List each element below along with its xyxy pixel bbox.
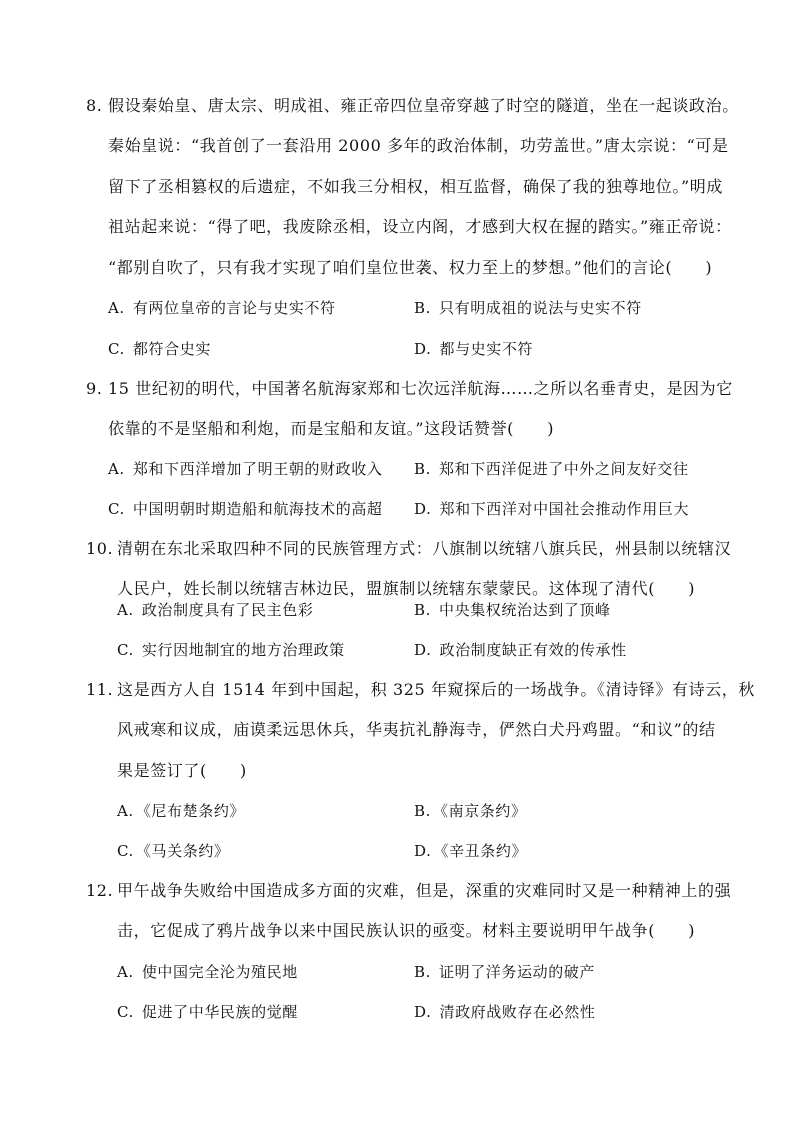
question-text-line: 击，它促成了鸦片战争以来中国民族认识的亟变。材料主要说明甲午战争( ) [117,921,696,940]
option-text: 证明了洋务运动的破产 [439,963,596,981]
option-d[interactable] [414,339,533,359]
question-text-line: 人民户，姓长制以统辖吉林边民，盟旗制以统辖东蒙蒙民。这体现了清代( ) [117,579,696,598]
option-text: 《南京条约》 [433,802,527,820]
option-key: C. [108,500,125,518]
option-text: 都与史实不符 [439,340,534,358]
option-text: 《辛丑条约》 [433,842,528,860]
option-key: B. [414,802,431,820]
question-number: 10. [86,539,114,558]
option-a[interactable] [108,298,336,318]
question-number: 12. [86,881,114,900]
option-text: 《尼布楚条约》 [135,802,246,820]
question-number: 11. [86,680,114,699]
option-key: C. [117,1003,134,1021]
option-a[interactable] [117,801,245,821]
option-a[interactable] [117,600,313,620]
question-text-line: 15 世纪初的明代，中国著名航海家郑和七次远洋航海……之所以名垂青史，是因为它 [108,379,733,398]
option-key: B. [414,460,431,478]
option-key: B. [414,963,431,981]
option-text: 《马关条约》 [135,842,230,860]
option-key: C. [117,842,134,860]
question-text-line: 果是签订了( ) [117,761,247,780]
option-text: 郑和下西洋促进了中外之间友好交往 [439,460,689,478]
option-d[interactable] [414,1002,595,1022]
option-text: 只有明成祖的说法与史实不符 [439,299,642,317]
option-key: C. [108,340,125,358]
question-text-line: 依靠的不是坚船和利炮，而是宝船和友谊。”这段话赞誉( ) [108,419,555,438]
question-text-line: 秦始皇说：“我首创了一套沿用 2000 多年的政治体制，功劳盖世。”唐太宗说：“可是 [108,136,729,155]
question-text-line: 甲午战争失败给中国造成多方面的灾难，但是，深重的灾难同时又是一种精神上的强 [117,881,732,900]
option-key: D. [414,1003,432,1021]
option-key: B. [414,299,431,317]
option-text: 中国明朝时期造船和航海技术的高超 [132,500,383,518]
option-text: 郑和下西洋增加了明王朝的财政收入 [132,460,383,478]
question-text-line: 留下了丞相篡权的后遗症，不如我三分相权，相互监督，确保了我的独尊地位。”明成 [108,177,723,196]
option-text: 中央集权统治达到了顶峰 [439,601,611,619]
question-number: 8. [86,96,103,115]
option-key: C. [117,641,134,659]
question-text-line: 这是西方人自 1514 年到中国起，积 325 年窥探后的一场战争。《清诗铎》有诗云，秋 [117,680,756,699]
option-b[interactable] [414,459,689,479]
option-b[interactable] [414,298,642,318]
option-key: A. [117,802,134,820]
option-text: 政治制度缺正有效的传承性 [439,641,627,659]
question-text-line: “都别自吹了，只有我才实现了咱们皇位世袭、权力至上的梦想。”他们的言论( ) [108,258,713,277]
option-c[interactable] [117,841,230,861]
option-key: A. [117,963,134,981]
option-b[interactable] [414,801,527,821]
question-text-line: 风戒寒和议成，庙谟柔远思休兵，华夷抗礼静海寺，俨然白犬丹鸡盟。“和议”的结 [117,720,716,739]
option-key: D. [414,641,432,659]
option-key: A. [108,299,125,317]
option-key: A. [108,460,125,478]
option-key: B. [414,601,431,619]
option-d[interactable] [414,640,627,660]
option-b[interactable] [414,962,595,982]
option-key: D. [414,500,432,518]
option-text: 使中国完全沦为殖民地 [141,963,298,981]
option-text: 促进了中华民族的觉醒 [141,1003,298,1021]
option-b[interactable] [414,600,611,620]
question-text-line: 假设秦始皇、唐太宗、明成祖、雍正帝四位皇帝穿越了时空的隧道，坐在一起谈政治。 [108,96,739,115]
option-text: 政治制度具有了民主色彩 [141,601,314,619]
option-text: 郑和下西洋对中国社会推动作用巨大 [439,500,690,518]
option-a[interactable] [108,459,382,479]
option-text: 实行因地制宜的地方治理政策 [141,641,345,659]
option-key: A. [117,601,134,619]
option-c[interactable] [108,339,211,359]
option-d[interactable] [414,499,689,519]
option-c[interactable] [117,1002,298,1022]
option-a[interactable] [117,962,298,982]
question-text-line: 祖站起来说：“得了吧，我废除丞相，设立内阁，才感到大权在握的踏实。”雍正帝说： [108,217,732,236]
option-d[interactable] [414,841,527,861]
option-c[interactable] [117,640,345,660]
question-number: 9. [86,379,103,398]
option-text: 有两位皇帝的言论与史实不符 [132,299,336,317]
option-key: D. [414,842,432,860]
option-key: D. [414,340,432,358]
option-text: 都符合史实 [132,340,211,358]
question-text-line: 清朝在东北采取四种不同的民族管理方式：八旗制以统辖八旗兵民，州县制以统辖汉 [117,539,732,558]
option-c[interactable] [108,499,383,519]
option-text: 清政府战败存在必然性 [439,1003,596,1021]
